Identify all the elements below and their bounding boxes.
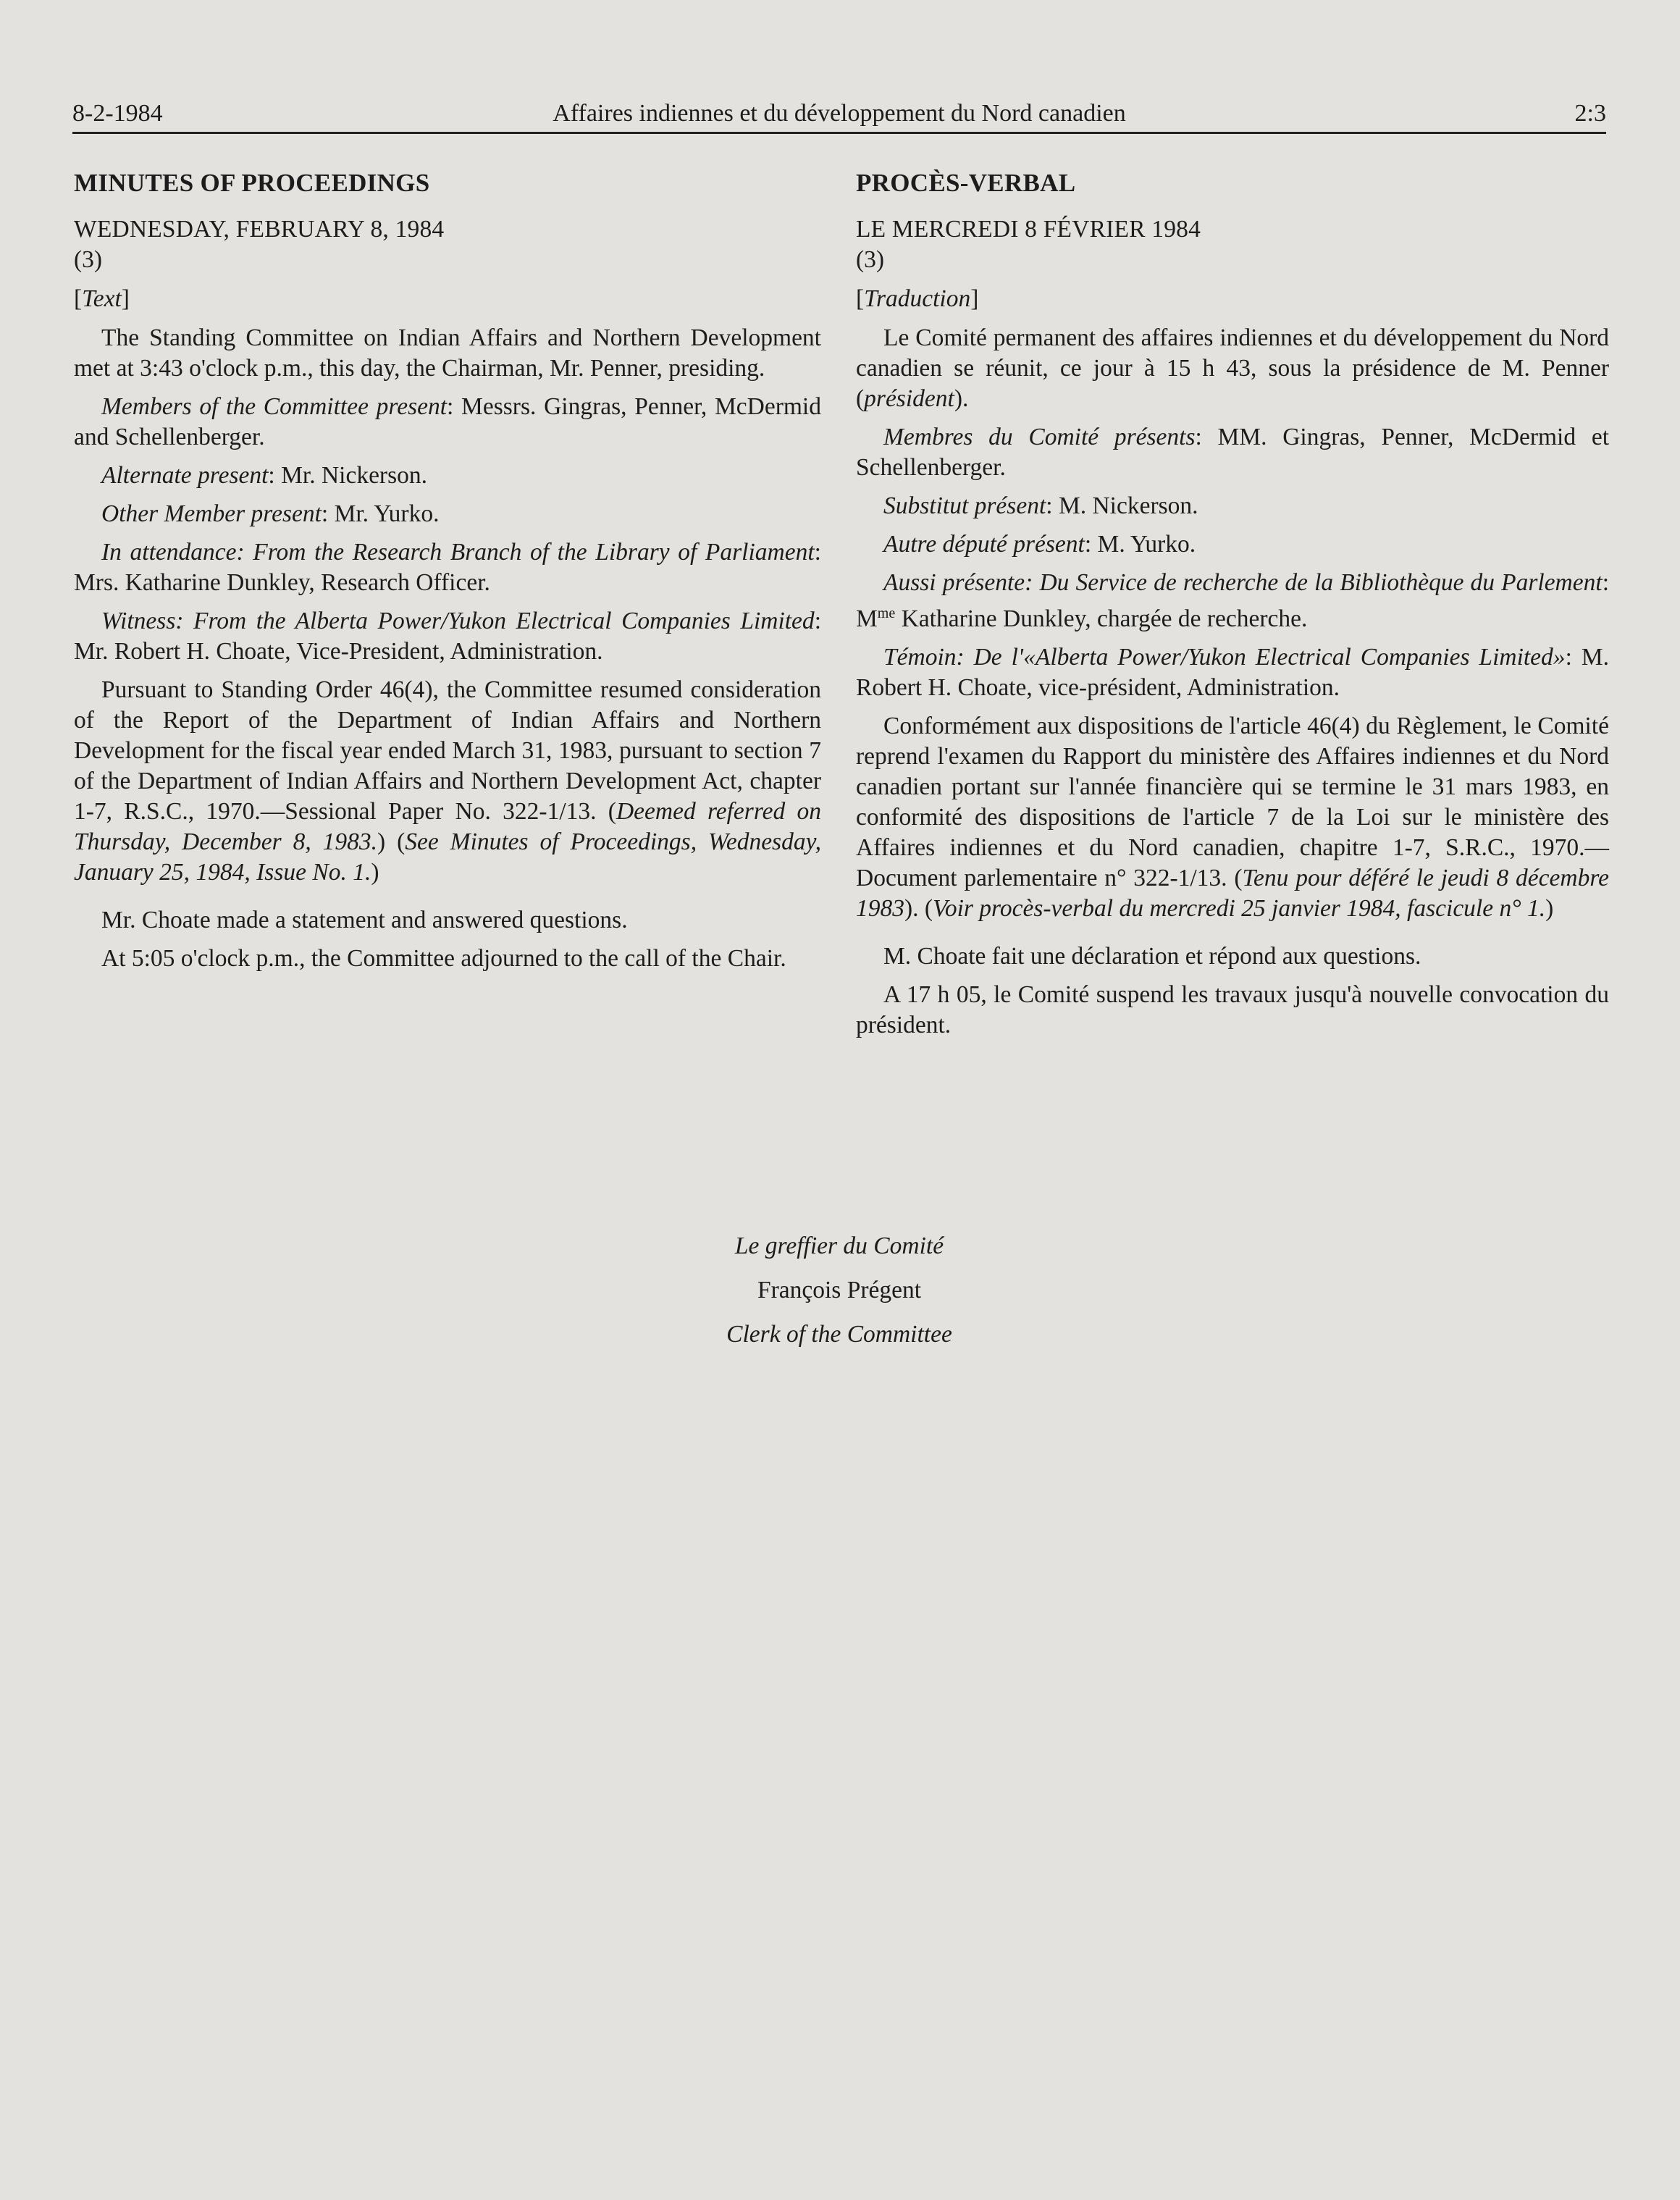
french-adjournment: A 17 h 05, le Comité suspend les travaux jusqu'à nouvelle convocation du président. [856, 981, 1609, 1039]
english-adjournment: At 5:05 o'clock p.m., the Committee adjourned to the call of the Chair. [101, 945, 786, 972]
french-column [856, 168, 1609, 1049]
french-text-tag: [Traduction] [856, 285, 979, 312]
signature-block [72, 1231, 1606, 1364]
french-members-present: Membres du Comité présents: MM. Gingras, Penner, McDermid et Schellenberger. [856, 424, 1609, 481]
english-statement: Mr. Choate made a statement and answered questions. [101, 907, 628, 933]
english-witness: Witness: From the Alberta Power/Yukon Electrical Companies Limited: Mr. Robert H. Choate, Vice-President, Administration. [74, 608, 821, 665]
clerk-name: François Prégent [757, 1277, 922, 1303]
header-date: 8-2-1984 [72, 100, 163, 127]
english-heading: MINUTES OF PROCEEDINGS [74, 169, 430, 197]
french-statement: M. Choate fait une déclaration et répond aux questions. [883, 943, 1421, 970]
english-column [74, 168, 821, 982]
french-opening-paragraph: Le Comité permanent des affaires indiennes et du développement du Nord canadien se réunit, ce jour à 15 h 43, sous la présidence de M. Penner (président). [856, 324, 1609, 412]
clerk-title-french: Le greffier du Comité [734, 1233, 944, 1259]
english-opening-paragraph: The Standing Committee on Indian Affairs and Northern Development met at 3:43 o'clock p.m., this day, the Chairman, Mr. Penner, presiding. [74, 324, 821, 382]
running-header [72, 91, 1606, 134]
french-date: LE MERCREDI 8 FÉVRIER 1984 [856, 216, 1201, 243]
english-members-present: Members of the Committee present: Messrs. Gingras, Penner, McDermid and Schellenberger. [74, 393, 821, 450]
french-number: (3) [856, 246, 885, 273]
english-date: WEDNESDAY, FEBRUARY 8, 1984 [74, 216, 445, 243]
french-alternate-present: Substitut présent: M. Nickerson. [883, 492, 1198, 519]
french-order-paragraph: Conformément aux dispositions de l'article 46(4) du Règlement, le Comité reprend l'examen du Rapport du ministère des Affaires indiennes et du Nord canadien portant sur l'année financière qui se termine le 31 mars 1983, en conformité des dispositions de l'article 7 de la Loi sur le ministère des Affaires indiennes et du Nord canadien, chapitre 1-7, S.R.C., 1970.—Document parlementaire n° 322-1/13. (Tenu pour déféré le jeudi 8 décembre 1983). (Voir procès-verbal du mercredi 25 janvier 1984, fascicule n° 1.) [856, 713, 1609, 923]
english-order-paragraph: Pursuant to Standing Order 46(4), the Committee resumed consideration of the Report of the Department of Indian Affairs and Northern Development for the fiscal year ended March 31, 1983, pursuant to section 7 of the Department of Indian Affairs and Northern Development Act, chapter 1-7, R.S.C., 1970.—Sessional Paper No. 322-1/13. (Deemed referred on Thursday, December 8, 1983.) (See Minutes of Proceedings, Wednesday, January 25, 1984, Issue No. 1.) [74, 676, 822, 886]
header-page-number: 2:3 [1574, 100, 1606, 127]
english-in-attendance: In attendance: From the Research Branch of the Library of Parliament: Mrs. Katharine Dunkley, Research Officer. [74, 539, 821, 596]
clerk-title-english: Clerk of the Committee [726, 1321, 952, 1348]
french-in-attendance: Aussi présente: Du Service de recherche de la Bibliothèque du Parlement: $M^{me}$ Katharine Dunkley, chargée de recherche. [856, 569, 1609, 633]
french-heading: PROCÈS-VERBAL [856, 169, 1076, 197]
french-other-member: Autre député présent: M. Yurko. [883, 531, 1196, 558]
english-number: (3) [74, 246, 103, 273]
english-text-tag: [Text] [74, 285, 130, 312]
english-other-member: Other Member present: Mr. Yurko. [101, 500, 440, 527]
french-witness: Témoin: De l'«Alberta Power/Yukon Electrical Companies Limited»: M. Robert H. Choate, vice-président, Administration. [856, 644, 1609, 702]
english-alternate-present: Alternate present: Mr. Nickerson. [101, 462, 428, 489]
header-title: Affaires indiennes et du développement du Nord canadien [553, 100, 1126, 127]
